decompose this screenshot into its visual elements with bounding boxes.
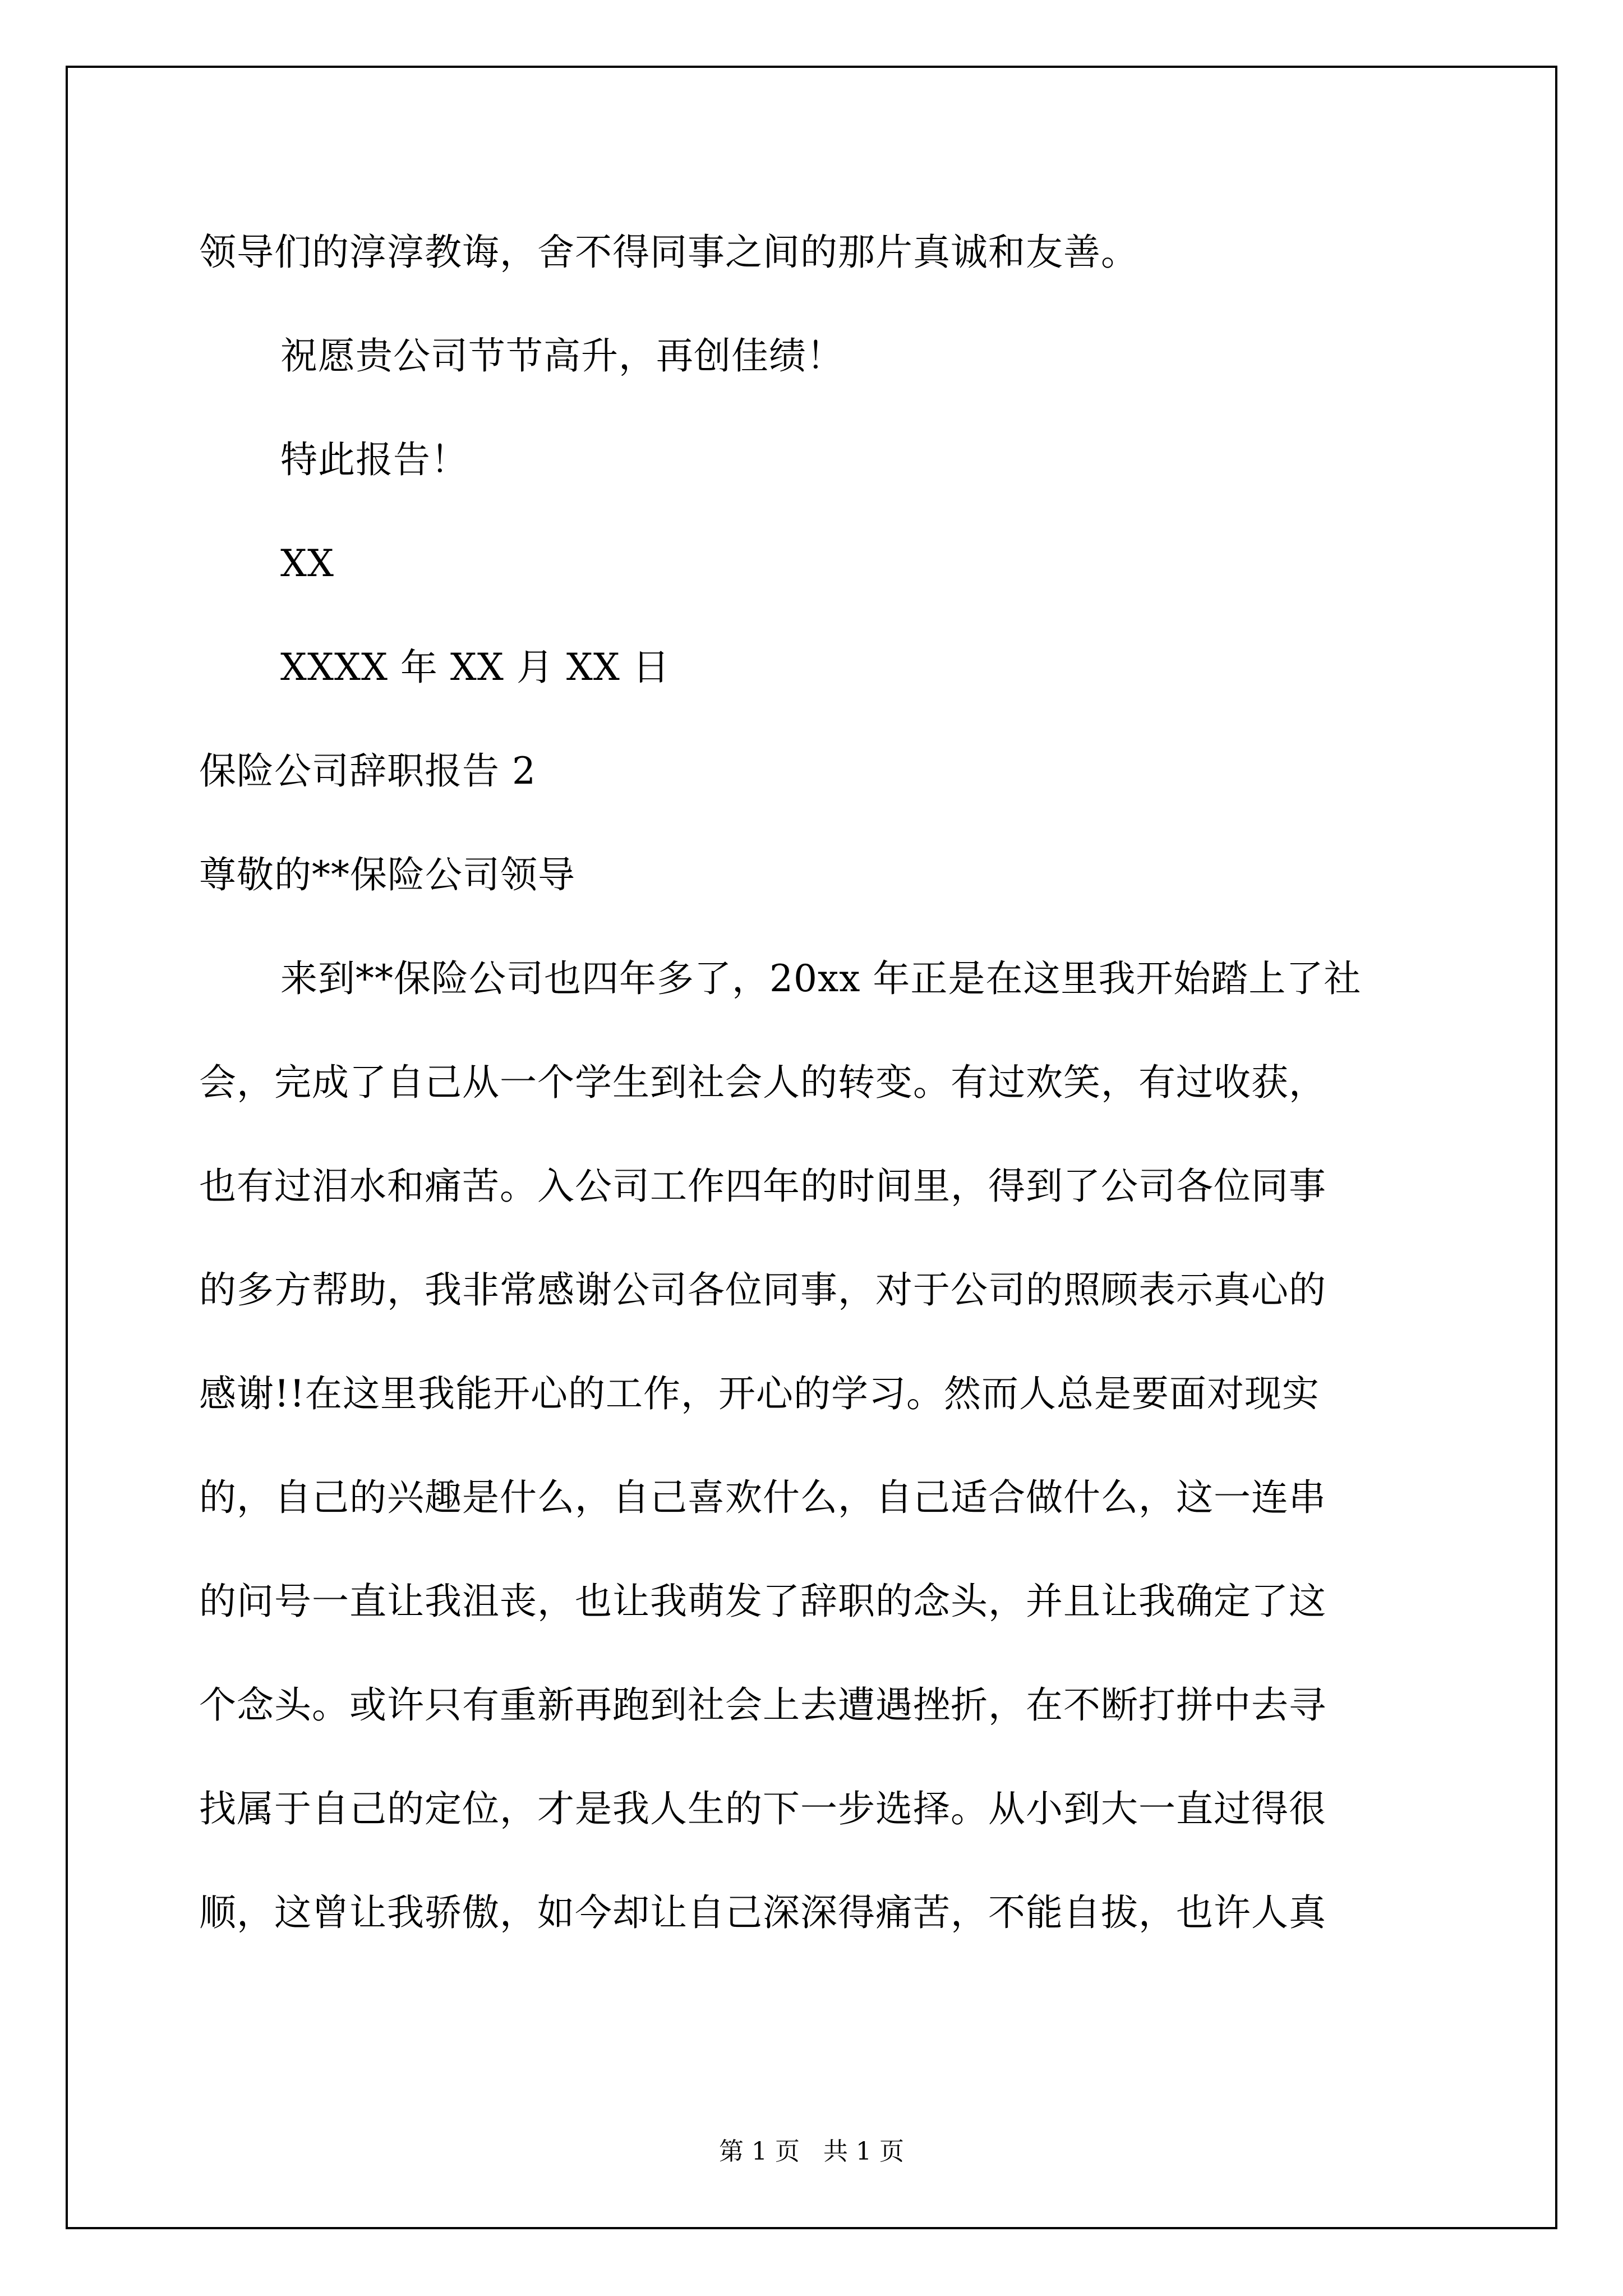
text-line: 个念头。或许只有重新再跑到社会上去遭遇挫折，在不断打拼中去寻 [199,1683,1326,1727]
text-line: 感谢!!在这里我能开心的工作，开心的学习。然而人总是要面对现实 [199,1372,1320,1415]
section-heading: 保险公司辞职报告 2 [199,749,536,793]
text-line: 来到**保险公司也四年多了，20xx 年正是在这里我开始踏上了社 [280,957,1362,1000]
text-line: 会，完成了自己从一个学生到社会人的转变。有过欢笑，有过收获， [199,1061,1326,1104]
text-line: 也有过泪水和痛苦。入公司工作四年的时间里，得到了公司各位同事 [199,1165,1326,1208]
text-line: 的，自己的兴趣是什么，自己喜欢什么，自己适合做什么，这一连串 [199,1476,1326,1519]
page-footer: 第 1 页 共 1 页 [719,2137,904,2166]
text-line: 的多方帮助，我非常感谢公司各位同事，对于公司的照顾表示真心的 [199,1268,1326,1312]
text-line: 祝愿贵公司节节高升，再创佳绩！ [280,334,844,378]
text-line: 特此报告！ [280,438,468,481]
signature-name: XX [280,542,334,585]
text-line: 顺，这曾让我骄傲，如今却让自己深深得痛苦，不能自拔，也许人真 [199,1891,1326,1934]
signature-date: XXXX 年 XX 月 XX 日 [280,646,670,689]
text-line: 的问号一直让我沮丧，也让我萌发了辞职的念头，并且让我确定了这 [199,1580,1326,1623]
text-line: 领导们的淳淳教诲，舍不得同事之间的那片真诚和友善。 [199,231,1138,274]
salutation: 尊敬的**保险公司领导 [199,853,575,896]
text-line: 找属于自己的定位，才是我人生的下一步选择。从小到大一直过得很 [199,1787,1326,1830]
